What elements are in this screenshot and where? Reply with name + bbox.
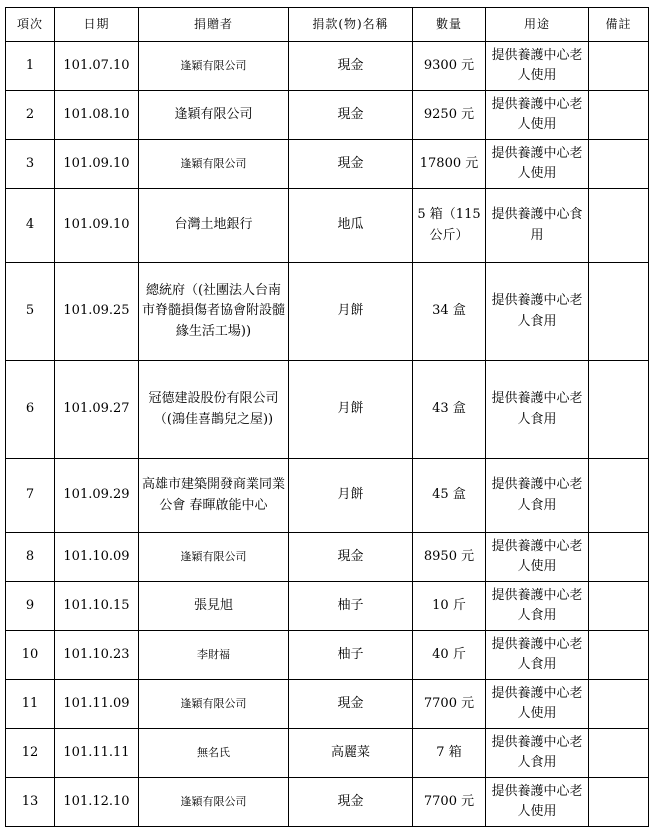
table-row	[6, 631, 649, 680]
cell-donor: 李財福	[139, 631, 289, 680]
cell-donor: 逢穎有限公司	[139, 778, 289, 827]
cell-note	[589, 140, 649, 189]
cell-use: 提供養護中心老人使用	[486, 680, 589, 729]
cell-date: 101.10.09	[55, 533, 139, 582]
cell-donor: 高雄市建築開發商業同業公會 春暉啟能中心	[139, 459, 289, 533]
cell-donor: 總統府（(社團法人台南市脊髓損傷者協會附設髓緣生活工場))	[139, 263, 289, 361]
cell-qty: 7700 元	[413, 778, 486, 827]
cell-date: 101.10.23	[55, 631, 139, 680]
cell-date: 101.10.15	[55, 582, 139, 631]
cell-note	[589, 729, 649, 778]
cell-note	[589, 533, 649, 582]
donation-table	[5, 7, 649, 827]
cell-item: 現金	[289, 140, 413, 189]
cell-date: 101.12.10	[55, 778, 139, 827]
cell-no: 1	[6, 42, 55, 91]
cell-item: 現金	[289, 42, 413, 91]
table-row	[6, 140, 649, 189]
cell-note	[589, 263, 649, 361]
cell-date: 101.07.10	[55, 42, 139, 91]
cell-qty: 8950 元	[413, 533, 486, 582]
col-header-donor: 捐贈者	[139, 8, 289, 42]
cell-note	[589, 91, 649, 140]
cell-item: 地瓜	[289, 189, 413, 263]
cell-qty: 7 箱	[413, 729, 486, 778]
cell-note	[589, 778, 649, 827]
cell-item: 現金	[289, 778, 413, 827]
cell-qty: 10 斤	[413, 582, 486, 631]
cell-item: 柚子	[289, 631, 413, 680]
cell-qty: 17800 元	[413, 140, 486, 189]
col-header-note: 備註	[589, 8, 649, 42]
cell-donor: 冠德建設股份有限公司（(鴻佳喜鵲兒之屋))	[139, 361, 289, 459]
cell-no: 12	[6, 729, 55, 778]
cell-donor: 逢穎有限公司	[139, 42, 289, 91]
table-row	[6, 361, 649, 459]
cell-use: 提供養護中心老人使用	[486, 533, 589, 582]
col-header-item: 捐款(物)名稱	[289, 8, 413, 42]
cell-donor: 逢穎有限公司	[139, 680, 289, 729]
cell-date: 101.09.10	[55, 140, 139, 189]
cell-no: 4	[6, 189, 55, 263]
cell-note	[589, 582, 649, 631]
cell-qty: 40 斤	[413, 631, 486, 680]
cell-item: 柚子	[289, 582, 413, 631]
cell-qty: 7700 元	[413, 680, 486, 729]
cell-no: 8	[6, 533, 55, 582]
table-row	[6, 42, 649, 91]
table-row	[6, 189, 649, 263]
cell-use: 提供養護中心老人食用	[486, 582, 589, 631]
cell-date: 101.09.10	[55, 189, 139, 263]
cell-note	[589, 459, 649, 533]
col-header-date: 日期	[55, 8, 139, 42]
cell-qty: 43 盒	[413, 361, 486, 459]
cell-no: 9	[6, 582, 55, 631]
cell-date: 101.09.27	[55, 361, 139, 459]
table-row	[6, 91, 649, 140]
table-row	[6, 778, 649, 827]
cell-qty: 5 箱（115 公斤）	[413, 189, 486, 263]
cell-no: 3	[6, 140, 55, 189]
cell-item: 現金	[289, 533, 413, 582]
cell-use: 提供養護中心老人使用	[486, 42, 589, 91]
cell-item: 現金	[289, 91, 413, 140]
cell-qty: 9300 元	[413, 42, 486, 91]
col-header-no: 項次	[6, 8, 55, 42]
table-row	[6, 680, 649, 729]
cell-item: 高麗菜	[289, 729, 413, 778]
cell-no: 2	[6, 91, 55, 140]
col-header-qty: 數量	[413, 8, 486, 42]
cell-use: 提供養護中心老人使用	[486, 140, 589, 189]
cell-note	[589, 680, 649, 729]
cell-no: 7	[6, 459, 55, 533]
cell-donor: 台灣土地銀行	[139, 189, 289, 263]
cell-note	[589, 361, 649, 459]
cell-use: 提供養護中心老人食用	[486, 263, 589, 361]
col-header-use: 用途	[486, 8, 589, 42]
cell-no: 13	[6, 778, 55, 827]
cell-no: 11	[6, 680, 55, 729]
cell-use: 提供養護中心老人食用	[486, 631, 589, 680]
cell-donor: 張見旭	[139, 582, 289, 631]
cell-use: 提供養護中心老人食用	[486, 361, 589, 459]
table-row	[6, 533, 649, 582]
cell-item: 現金	[289, 680, 413, 729]
cell-use: 提供養護中心老人食用	[486, 459, 589, 533]
cell-donor: 無名氏	[139, 729, 289, 778]
cell-item: 月餅	[289, 459, 413, 533]
cell-no: 5	[6, 263, 55, 361]
cell-qty: 9250 元	[413, 91, 486, 140]
table-row	[6, 263, 649, 361]
cell-note	[589, 42, 649, 91]
cell-no: 10	[6, 631, 55, 680]
cell-donor: 逢穎有限公司	[139, 533, 289, 582]
cell-item: 月餅	[289, 361, 413, 459]
cell-qty: 34 盒	[413, 263, 486, 361]
cell-note	[589, 631, 649, 680]
cell-note	[589, 189, 649, 263]
cell-date: 101.11.11	[55, 729, 139, 778]
header-row	[6, 8, 649, 42]
cell-donor: 逢穎有限公司	[139, 91, 289, 140]
cell-date: 101.08.10	[55, 91, 139, 140]
cell-use: 提供養護中心老人使用	[486, 91, 589, 140]
cell-use: 提供養護中心老人使用	[486, 778, 589, 827]
cell-use: 提供養護中心食用	[486, 189, 589, 263]
table-row	[6, 729, 649, 778]
cell-no: 6	[6, 361, 55, 459]
table-row	[6, 582, 649, 631]
cell-date: 101.11.09	[55, 680, 139, 729]
cell-use: 提供養護中心老人食用	[486, 729, 589, 778]
cell-date: 101.09.25	[55, 263, 139, 361]
cell-donor: 逢穎有限公司	[139, 140, 289, 189]
cell-item: 月餅	[289, 263, 413, 361]
cell-qty: 45 盒	[413, 459, 486, 533]
cell-date: 101.09.29	[55, 459, 139, 533]
table-row	[6, 459, 649, 533]
